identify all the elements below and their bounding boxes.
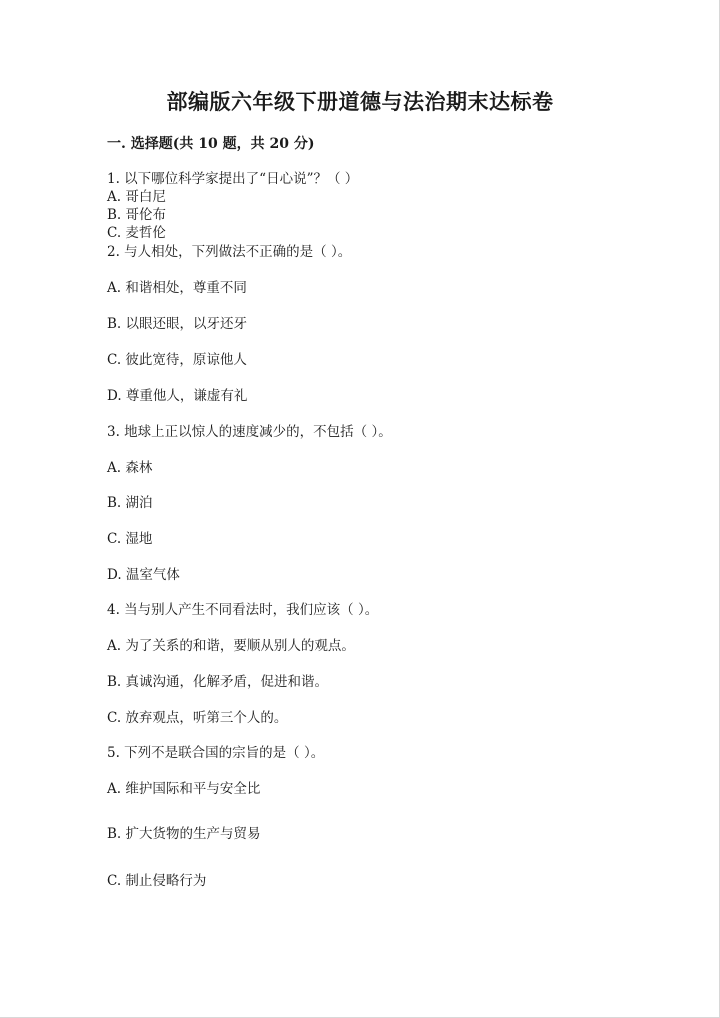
question-5-option-c[interactable]: C. 制止侵略行为 <box>107 873 207 889</box>
question-5-option-a[interactable]: A. 维护国际和平与安全比 <box>107 781 261 797</box>
section-heading: 一. 选择题(共 10 题，共 20 分) <box>107 136 315 152</box>
question-4-option-a[interactable]: A. 为了关系的和谐，要顺从别人的观点。 <box>107 638 355 654</box>
question-5-stem: 5. 下列不是联合国的宗旨的是（ ）。 <box>107 745 325 761</box>
question-2-option-a[interactable]: A. 和谐相处，尊重不同 <box>107 280 247 296</box>
question-3-option-d[interactable]: D. 温室气体 <box>107 567 180 583</box>
question-3-option-b[interactable]: B. 湖泊 <box>107 495 153 511</box>
page-title: 部编版六年级下册道德与法治期末达标卷 <box>166 89 554 114</box>
question-1-option-c[interactable]: C. 麦哲伦 <box>107 225 166 241</box>
question-2-option-d[interactable]: D. 尊重他人，谦虚有礼 <box>107 388 248 404</box>
question-2-stem: 2. 与人相处，下列做法不正确的是（ ）。 <box>107 244 352 260</box>
question-1-option-a[interactable]: A. 哥白尼 <box>107 189 166 205</box>
question-2-option-b[interactable]: B. 以眼还眼，以牙还牙 <box>107 316 248 332</box>
question-3-option-c[interactable]: C. 湿地 <box>107 531 153 547</box>
question-4-stem: 4. 当与别人产生不同看法时，我们应该（ ）。 <box>107 602 379 618</box>
question-4-option-b[interactable]: B. 真诚沟通，化解矛盾，促进和谐。 <box>107 674 329 690</box>
question-3-stem: 3. 地球上正以惊人的速度减少的，不包括（ ）。 <box>107 424 392 440</box>
question-5-option-b[interactable]: B. 扩大货物的生产与贸易 <box>107 826 261 842</box>
question-2-option-c[interactable]: C. 彼此宽待，原谅他人 <box>107 352 247 368</box>
question-1-option-b[interactable]: B. 哥伦布 <box>107 207 167 223</box>
question-3-option-a[interactable]: A. 森林 <box>107 460 153 476</box>
question-1-stem: 1. 以下哪位科学家提出了“日心说”？（ ） <box>107 171 359 187</box>
question-4-option-c[interactable]: C. 放弃观点，听第三个人的。 <box>107 710 288 726</box>
